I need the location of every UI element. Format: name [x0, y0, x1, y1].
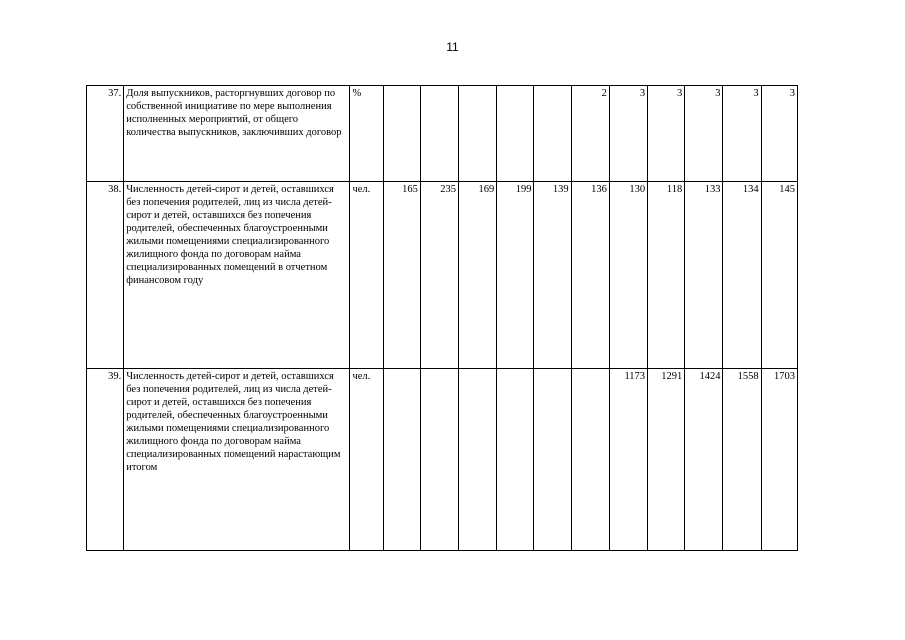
value-cell: 139	[534, 182, 571, 369]
value-cell: 1558	[723, 369, 761, 551]
value-cell: 1291	[648, 369, 685, 551]
unit-cell: чел.	[350, 182, 383, 369]
value-cell	[571, 369, 609, 551]
value-cell: 3	[609, 86, 647, 182]
value-cell: 130	[609, 182, 647, 369]
value-cell: 3	[761, 86, 797, 182]
value-cell: 118	[648, 182, 685, 369]
value-cell	[497, 369, 534, 551]
value-cell: 3	[648, 86, 685, 182]
value-cell: 133	[685, 182, 723, 369]
row-number: 37.	[87, 86, 124, 182]
value-cell	[420, 86, 458, 182]
row-number: 39.	[87, 369, 124, 551]
indicator-description: Численность детей-сирот и детей, оставшихся без попечения родителей, лиц из числа детей-сирот и детей, оставшихся без попечения родителей, обеспеченных благоустроенными жилыми помещениями специализированного жилищного фонда по договорам найма специализированных помещений нарастающим итогом	[124, 369, 350, 551]
value-cell	[383, 369, 420, 551]
value-cell: 199	[497, 182, 534, 369]
value-cell: 3	[723, 86, 761, 182]
value-cell	[383, 86, 420, 182]
page-number: 11	[446, 40, 459, 54]
value-cell: 169	[459, 182, 497, 369]
indicators-table	[86, 85, 798, 551]
unit-cell: %	[350, 86, 383, 182]
value-cell: 235	[420, 182, 458, 369]
table-row	[87, 86, 798, 182]
value-cell	[459, 86, 497, 182]
value-cell: 1703	[761, 369, 797, 551]
indicator-description: Доля выпускников, расторгнувших договор по собственной инициативе по мере выполнения исполненных мероприятий, от общего количества выпускников, заключивших договор	[124, 86, 350, 182]
value-cell	[534, 369, 571, 551]
value-cell: 165	[383, 182, 420, 369]
value-cell: 136	[571, 182, 609, 369]
value-cell	[497, 86, 534, 182]
unit-cell: чел.	[350, 369, 383, 551]
value-cell: 3	[685, 86, 723, 182]
indicator-description: Численность детей-сирот и детей, оставшихся без попечения родителей, лиц из числа детей-сирот и детей, оставшихся без попечения родителей, обеспеченных благоустроенными жилыми помещениями специализированного жилищного фонда по договорам найма специализированных помещений в отчетном финансовом году	[124, 182, 350, 369]
table-row	[87, 369, 798, 551]
value-cell	[420, 369, 458, 551]
value-cell	[534, 86, 571, 182]
value-cell: 1173	[609, 369, 647, 551]
value-cell: 2	[571, 86, 609, 182]
row-number: 38.	[87, 182, 124, 369]
value-cell: 145	[761, 182, 797, 369]
value-cell: 134	[723, 182, 761, 369]
value-cell: 1424	[685, 369, 723, 551]
table-row	[87, 182, 798, 369]
value-cell	[459, 369, 497, 551]
